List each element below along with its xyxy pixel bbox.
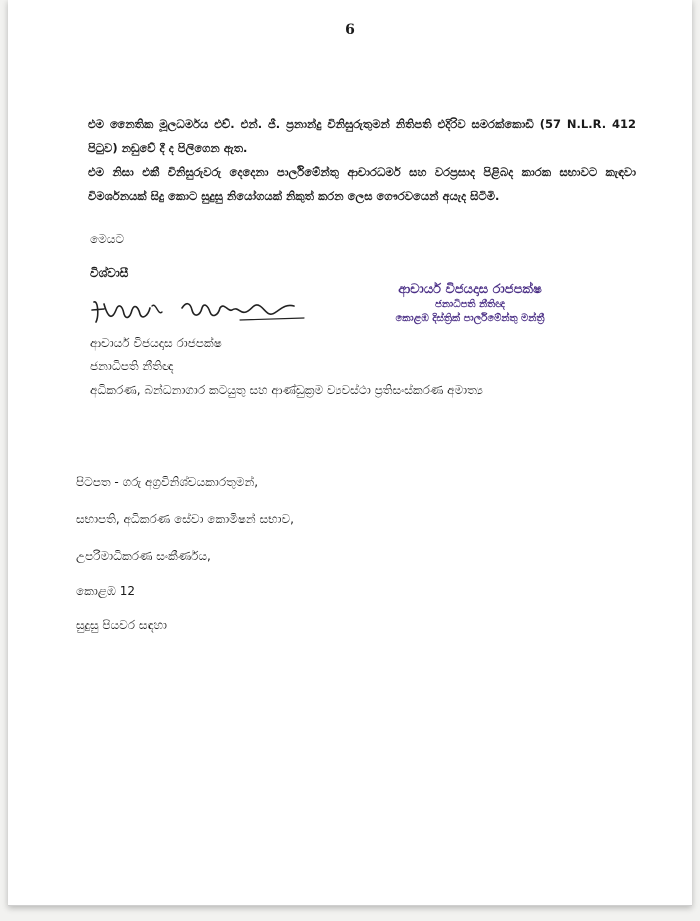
signer-name: ආචාර්ය විජයදාස රාජපක්ෂ [90, 336, 222, 350]
copy-to-line-5: සුදුසු පියවර සඳහා [76, 618, 167, 632]
closing-salutation: මෙයට [90, 232, 125, 246]
signer-ministry-title: අධිකරණ, බන්ධනාගාර කටයුතු සහ ආණ්ඩුක්‍රම ව්‍යවස්ථා ප්‍රතිසංස්කරණ අමාත්‍ය [90, 383, 483, 397]
stamp-constituency: කොළඹ දිස්ත්‍රික් පාර්ලිමේන්තු මන්ත්‍රී [395, 313, 545, 324]
copy-to-line-4: කොළඹ 12 [76, 584, 135, 598]
copy-to-line-2: සභාපති, අධිකරණ සේවා කොමිෂන් සභාව, [76, 512, 294, 526]
handwritten-signature [90, 292, 310, 328]
body-paragraph-1: එම නෛතික මූලධර්මය එච්. එන්. ජී. ප්‍රනාන්දු විනිසුරුතුමන් නිතිපති එදිරිව සමරක්කොඩි (57 N.L.R. 412 පිටුව) නඩුවේ දී ද පිලිගෙන ඇත. [88, 117, 636, 155]
signer-title: ජනාධිපති නීතිඥ [90, 359, 174, 373]
stamp-title: ජනාධිපති නීතිඥ [435, 299, 505, 310]
closing-faithfully: විශ්වාසී [90, 266, 129, 280]
stamp-name: ආචාර්ය විජයදාස රාජපක්ෂ [398, 282, 542, 297]
copy-to-line-3: උපරිමාධිකරණ සංකීර්ණය, [76, 549, 211, 563]
document-page [8, 0, 692, 906]
official-stamp [360, 282, 580, 326]
body-paragraph-2: එම නිසා එකී විනිසුරුවරු දෙදෙනා පාර්ලිමේන්තු ආචාරධර්ම සහ වරප්‍රසාද පිළිබද කාරක සභාවට කැඳවා විමර්ශනයක් සිදු කොට සුදුසු නියෝගයක් නිකුත් කරන ලෙස ගෞරවයෙන් අයැද සිටිමි. [88, 165, 636, 203]
copy-to-line-1: පිටපත - ගරු අග්‍රවිනිශ්චයකාරතුමන්, [76, 475, 259, 489]
page-number: 6 [345, 22, 355, 38]
